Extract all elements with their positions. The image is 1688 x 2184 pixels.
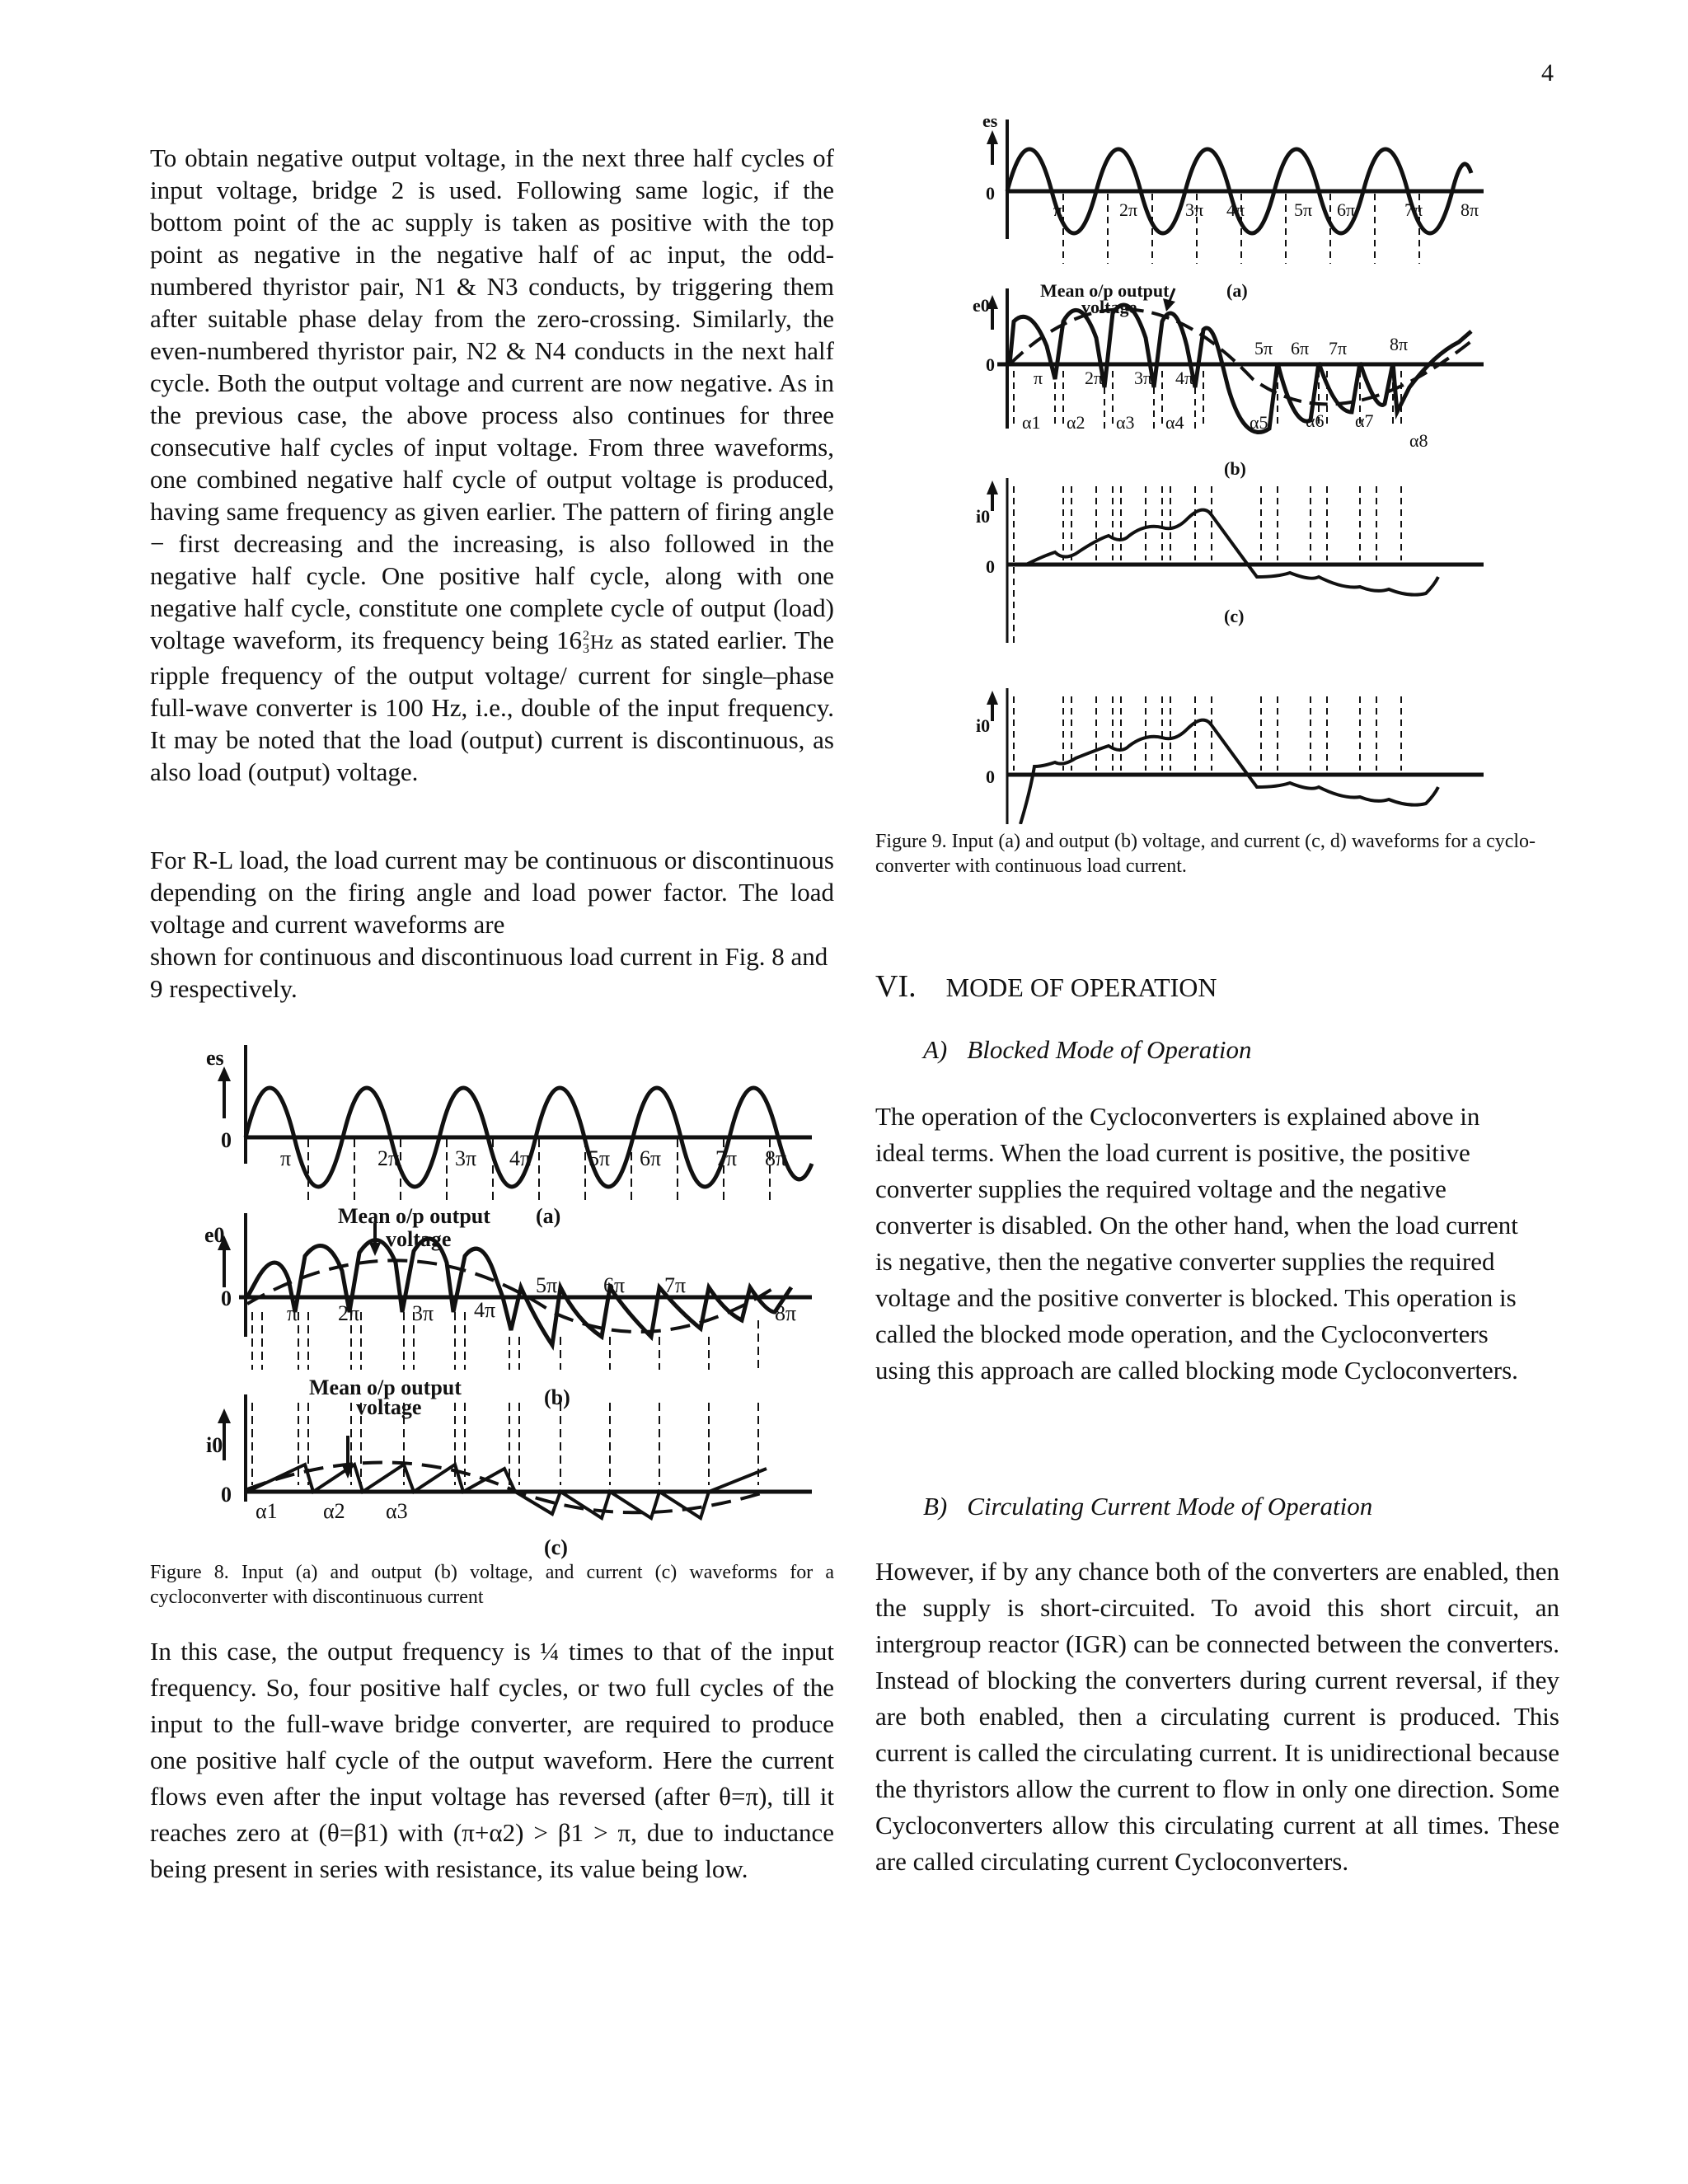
fig8-pi-4: 4π <box>509 1146 532 1170</box>
fig9-pi-6: 6π <box>1337 199 1356 220</box>
fig9-eo-zero: 0 <box>986 354 995 375</box>
fig8-b-pi-3: 3π <box>412 1301 434 1325</box>
figure-8-caption: Figure 8. Input (a) and output (b) voltage, and current (c) waveforms for a cycloconverter with discontinuous current <box>150 1562 834 1608</box>
section-title: MODE OF OPERATION <box>945 972 1217 1002</box>
fig8-io-zero: 0 <box>221 1483 232 1507</box>
fig8-c-label: (c) <box>544 1535 568 1559</box>
figure-8 <box>198 1040 824 1559</box>
fig8-alpha-2: α2 <box>323 1499 345 1523</box>
fig8-pi-1: π <box>280 1146 292 1170</box>
fig8-b-pi-7: 7π <box>664 1273 687 1297</box>
fig9-b-pi-2: 2π <box>1085 368 1104 388</box>
left-paragraph-1-text: To obtain negative output voltage, in the next three half cycles of input voltage, bridge 2 is used. Following same logic, if the bottom point of the ac supply is taken as positive with the top point as negative in the negative half of ac input, the odd-numbered thyristor pair, N1 & N3 conducts, by triggering them after suitable phase delay from the zero-crossing. Similarly, the even-numbered thyristor pair, N2 & N4 conducts in the next half cycle. Both the output voltage and current are now negative. As in the previous case, the above process also continues for three consecutive half cycles of input voltage. From three waveforms, one combined negative half cycle of output voltage is produced, having same frequency as given earlier. The pattern of firing angle − first decreasing and the increasing, is also followed in the negative half cycle. One positive half cycle, along with one negative half cycle, constitute one complete cycle of output (load) voltage waveform, its frequency being <box>150 143 834 654</box>
fig8-es-zero: 0 <box>221 1128 232 1152</box>
freq-denominator: 3 <box>583 641 590 656</box>
fig8-pi-2: 2π <box>377 1146 400 1170</box>
fig9-b-pi-6: 6π <box>1291 338 1310 359</box>
fig8-b-pi-6: 6π <box>603 1273 626 1297</box>
fig9-es-label: es <box>982 115 998 131</box>
subsection-a-paragraph <box>875 1099 1526 1389</box>
page-number: 4 <box>1541 59 1554 87</box>
subsection-b-text: However, if by any chance both of the converters are enabled, then the supply is short-circuited. To avoid this short circuit, an intergroup reactor (IGR) can be connected between the converters. Instead of blocking the converters during current reversal, if they are both enabled, then a circulating current is produced. This current is called the circulating current. It is unidirectional because the thyristors allow the current to flow in only one direction. Some Cycloconverters allow this circulating current at all times. These are called circulating current Cycloconverters. <box>875 1557 1559 1876</box>
left-paragraph-3-text: In this case, the output frequency is ¼ times to that of the input frequency. So, four positive half cycles, or two full cycles of the input to the full-wave bridge converter, are required to produce one positive half cycle of the output waveform. Here the current flows even after the input voltage has reversed (after θ=π), till it reaches zero at (θ=β1) with (π+α2) > β1 > π, due to inductance being present in series with resistance, its value being low. <box>150 1637 834 1883</box>
fig9-io-d-wave <box>1020 720 1438 824</box>
fig9-alpha-5: α5 <box>1250 412 1268 433</box>
fig9-alpha-8: α8 <box>1409 430 1428 451</box>
fig9-b-pi-1: π <box>1034 368 1043 388</box>
fig8-pi-5: 5π <box>588 1146 611 1170</box>
fig8-alpha-1: α1 <box>256 1499 278 1523</box>
fig8-es-label: es <box>206 1046 224 1070</box>
fig8-b-pi-8: 8π <box>775 1301 797 1325</box>
fig9-alpha-4: α4 <box>1165 412 1184 433</box>
subsection-a-text: The operation of the Cycloconverters is explained above in ideal terms. When the load current is positive, the positive converter supplies the required voltage and the negative converter is disabled. On the other hand, when the load current is negative, then the negative converter supplies the required voltage and the positive converter is blocked. This operation is called the blocked mode operation, and the Cycloconverters using this approach are called blocking mode Cycloconverters. <box>875 1102 1518 1385</box>
freq-whole: 16 <box>556 626 583 654</box>
fig9-alpha-1: α1 <box>1022 412 1041 433</box>
subsection-b-title: Circulating Current Mode of Operation <box>967 1492 1373 1521</box>
freq-fraction <box>583 630 589 656</box>
fig9-pi-4: 4π <box>1226 199 1245 220</box>
fig9-mean-label-1: Mean o/p output <box>1040 280 1170 301</box>
fig8-pi-8: 8π <box>765 1146 787 1170</box>
fig8-io-label: i0 <box>206 1433 223 1457</box>
fig9-b-pi-7: 7π <box>1329 338 1348 359</box>
left-paragraph-2a: For R-L load, the load current may be continuous or discontinuous depending on the firing angle and load power factor. The load voltage and current waveforms are <box>150 846 834 939</box>
fig9-mean-voltage <box>1010 309 1475 404</box>
fig8-pi-7: 7π <box>715 1146 738 1170</box>
fig8-eo-zero: 0 <box>221 1286 232 1310</box>
fig8-pi-6: 6π <box>640 1146 662 1170</box>
subsection-a-label: A) <box>923 1035 948 1064</box>
section-number: VI. <box>875 969 917 1004</box>
section-heading <box>875 968 1217 1005</box>
fig8-io-arrowhead <box>218 1408 231 1423</box>
left-paragraph-1-end: as stated earlier. The ripple frequency of the output voltage/ current for single–phase full-wave converter is 100 Hz, i.e., double of the input frequency. It may be noted that the load (output) current is discontinuous, as also load (output) voltage. <box>150 626 834 786</box>
fig9-b-label: (b) <box>1224 458 1246 479</box>
fig8-alpha-3: α3 <box>386 1499 408 1523</box>
fig9-alpha-7: α7 <box>1355 410 1374 431</box>
fig9-a-label: (a) <box>1226 280 1248 301</box>
subsection-b-paragraph <box>875 1554 1559 1880</box>
subsection-b-label: B) <box>923 1492 948 1521</box>
fig9-io-d-arrowhead <box>987 691 998 705</box>
fig9-eo-label: e0 <box>973 295 990 316</box>
figure-9-caption: Figure 9. Input (a) and output (b) voltage, and current (c, d) waveforms for a cyclo-converter with continuous load current. <box>875 831 1536 877</box>
left-paragraph-2 <box>150 844 834 1005</box>
fig8-b-pi-1: π <box>287 1301 298 1325</box>
fig9-io-d-label: i0 <box>976 715 991 736</box>
left-paragraph-2b: shown for continuous and discontinuous load current in Fig. 8 and 9 respectively. <box>150 942 828 1003</box>
fig8-mean-arrowhead-1 <box>369 1243 381 1256</box>
subsection-b-heading <box>923 1492 1372 1521</box>
fig9-mean-label-2: voltage <box>1081 297 1137 317</box>
fig8-b-pi-2: 2π <box>338 1301 360 1325</box>
fig9-pi-2: 2π <box>1119 199 1138 220</box>
fig9-alpha-3: α3 <box>1116 412 1135 433</box>
fig9-b-pi-4: 4π <box>1175 368 1194 388</box>
fig9-alpha-6: α6 <box>1306 410 1325 431</box>
fig8-mean-label-4: voltage <box>356 1395 422 1419</box>
fig8-mean-label-3: Mean o/p output <box>309 1376 462 1399</box>
fig9-b-pi-3: 3π <box>1134 368 1153 388</box>
fig9-io-c-label: i0 <box>976 506 991 527</box>
fig9-pi-1: π <box>1053 199 1063 220</box>
fig9-c-label: (c) <box>1224 606 1245 626</box>
fig8-a-label: (a) <box>536 1204 561 1228</box>
fig9-es-zero: 0 <box>986 183 995 204</box>
fig9-pi-3: 3π <box>1185 199 1204 220</box>
fig9-es-arrowhead <box>987 130 998 144</box>
left-paragraph-3 <box>150 1633 834 1887</box>
fig9-alpha-2: α2 <box>1067 412 1085 433</box>
fig9-dashes-d <box>1014 696 1401 771</box>
fig8-b-pi-5: 5π <box>536 1273 558 1297</box>
subsection-a-heading <box>923 1035 1251 1065</box>
fig8-b-label: (b) <box>544 1385 570 1409</box>
fig8-mean-label-1: Mean o/p output <box>338 1204 490 1228</box>
fig8-eo-label: e0 <box>204 1223 225 1247</box>
subsection-a-title: Blocked Mode of Operation <box>967 1035 1252 1064</box>
left-paragraph-1 <box>150 142 834 788</box>
fig8-b-pi-4: 4π <box>474 1298 496 1322</box>
fig9-b-pi-8: 8π <box>1390 334 1409 354</box>
figure-9 <box>964 115 1574 824</box>
freq-numerator: 2 <box>583 628 590 643</box>
fig9-io-c-zero: 0 <box>986 556 995 577</box>
freq-unit: Hz <box>590 632 614 654</box>
fig9-pi-5: 5π <box>1294 199 1313 220</box>
fig9-pi-8: 8π <box>1461 199 1479 220</box>
fig9-io-c-arrowhead <box>987 480 998 494</box>
fig9-pi-7: 7π <box>1404 199 1423 220</box>
fig9-b-pi-5: 5π <box>1254 338 1273 359</box>
fig8-pi-3: 3π <box>455 1146 477 1170</box>
fig8-dashes-b <box>252 1312 758 1370</box>
fig9-io-d-zero: 0 <box>986 766 995 787</box>
fig8-mean-label-2: voltage <box>386 1227 452 1251</box>
